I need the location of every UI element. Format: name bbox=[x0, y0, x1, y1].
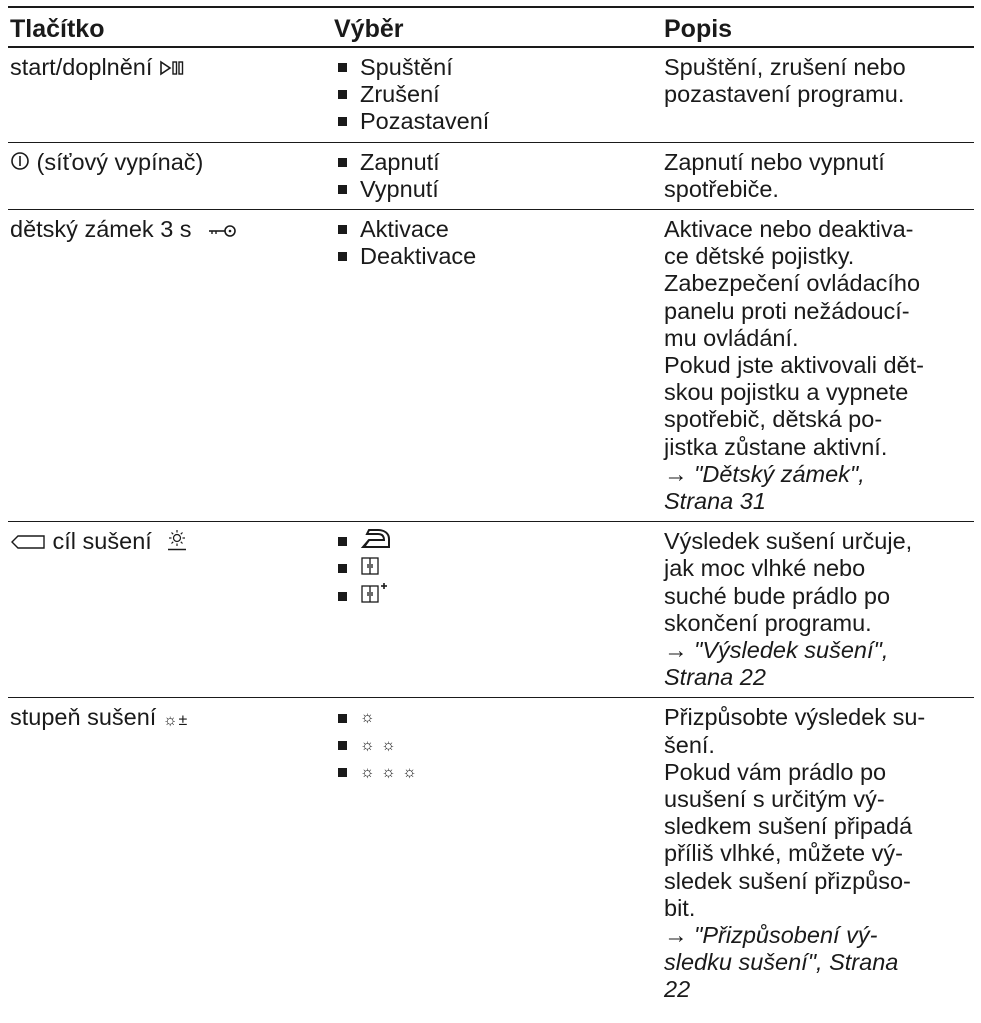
reference-link[interactable]: → "Přizpůsobení vý- bbox=[664, 922, 878, 949]
button-cell bbox=[8, 143, 334, 209]
button-cell bbox=[8, 48, 334, 142]
description-cell: Spuštění, zrušení nebo pozastavení programu. bbox=[664, 54, 906, 108]
cupboard-plus-icon bbox=[360, 582, 390, 610]
description-cell: Zapnutí nebo vypnutí spotřebiče. bbox=[664, 148, 885, 202]
touch-field-icon bbox=[10, 529, 46, 556]
list-item bbox=[334, 759, 664, 786]
bullet-icon bbox=[338, 63, 347, 72]
sun-icon: ☼ ☼ bbox=[360, 736, 397, 754]
button-cell bbox=[8, 522, 334, 697]
table-row bbox=[8, 143, 974, 210]
header-selection: Výběr bbox=[334, 14, 404, 43]
button-label: start/doplnění bbox=[10, 54, 153, 80]
description-cell: Výsledek sušení určuje, jak moc vlhké nebo suché bude prádlo po skončení programu. → "Výsledek sušení", Strana 22 bbox=[664, 522, 974, 697]
bullet-icon bbox=[338, 185, 347, 194]
header-description: Popis bbox=[664, 14, 733, 43]
bullet-icon bbox=[338, 252, 347, 261]
button-label: cíl sušení bbox=[52, 528, 152, 555]
reference-page: Strana 31 bbox=[664, 488, 766, 514]
button-label: dětský zámek 3 s bbox=[10, 215, 192, 242]
options-cell bbox=[334, 522, 664, 697]
options-cell bbox=[334, 143, 664, 209]
bullet-icon bbox=[338, 225, 347, 234]
cupboard-icon bbox=[360, 555, 380, 582]
key-icon bbox=[208, 217, 238, 244]
play-pause-icon bbox=[159, 55, 185, 82]
list-item: Zapnutí bbox=[334, 149, 664, 176]
list-item bbox=[334, 704, 664, 731]
description-cell: Přizpůsobte výsledek su- šení. Pokud vám prádlo po usušení s určitým vý- sledkem sušení připadá příliš vlhké, můžete vý- sledek sušení přizpůso- bit. → "Přizpůsobení vý- sledku sušení", Strana 22 bbox=[664, 698, 974, 1009]
list-item bbox=[334, 583, 664, 610]
power-icon bbox=[10, 150, 30, 177]
reference-link[interactable]: → "Dětský zámek", bbox=[664, 460, 865, 487]
table-row bbox=[8, 210, 974, 522]
options-cell bbox=[334, 48, 664, 142]
list-item bbox=[334, 528, 664, 555]
bullet-icon bbox=[338, 90, 347, 99]
bullet-icon bbox=[338, 592, 347, 601]
description-cell: Aktivace nebo deaktiva- ce dětské pojistky. Zabezpečení ovládacího panelu proti nežádoucí- mu ovládání. Pokud jste aktivovali dět- skou pojistku a vypnete spotřebič, dětská po- jistka zůstane aktivní. → "Dětský zámek", Strana 31 bbox=[664, 210, 974, 521]
list-item: Spuštění bbox=[334, 54, 664, 81]
table-row bbox=[8, 522, 974, 698]
list-item bbox=[334, 732, 664, 759]
bullet-icon bbox=[338, 158, 347, 167]
button-label: stupeň sušení bbox=[10, 704, 157, 731]
list-item: Vypnutí bbox=[334, 176, 664, 203]
list-item bbox=[334, 555, 664, 582]
reference-link[interactable]: → "Výsledek sušení", bbox=[664, 637, 889, 664]
bullet-icon bbox=[338, 714, 347, 723]
bullet-icon bbox=[338, 741, 347, 750]
list-item: Zrušení bbox=[334, 81, 664, 108]
button-cell bbox=[8, 698, 334, 1009]
options-cell bbox=[334, 698, 664, 1009]
iron-icon bbox=[360, 527, 392, 557]
reference-page: sledku sušení", Strana bbox=[664, 949, 899, 976]
reference-page: Strana 22 bbox=[664, 664, 766, 691]
table-row bbox=[8, 48, 974, 143]
sun-underline-icon bbox=[166, 529, 188, 557]
header-button: Tlačítko bbox=[10, 14, 105, 43]
list-item: Pozastavení bbox=[334, 108, 664, 135]
table-header bbox=[8, 8, 974, 48]
controls-table bbox=[8, 6, 974, 1010]
table-row bbox=[8, 698, 974, 1009]
sun-plus-minus-icon: ☼± bbox=[162, 712, 189, 730]
reference-page: 22 bbox=[664, 976, 691, 1003]
button-label: (síťový vypínač) bbox=[36, 148, 204, 175]
sun-icon: ☼ ☼ ☼ bbox=[360, 763, 418, 781]
bullet-icon bbox=[338, 768, 347, 777]
bullet-icon bbox=[338, 537, 347, 546]
list-item: Aktivace bbox=[334, 216, 664, 243]
bullet-icon bbox=[338, 564, 347, 573]
bullet-icon bbox=[338, 117, 347, 126]
sun-icon: ☼ bbox=[360, 709, 376, 727]
list-item: Deaktivace bbox=[334, 243, 664, 270]
button-cell bbox=[8, 210, 334, 521]
options-cell bbox=[334, 210, 664, 521]
